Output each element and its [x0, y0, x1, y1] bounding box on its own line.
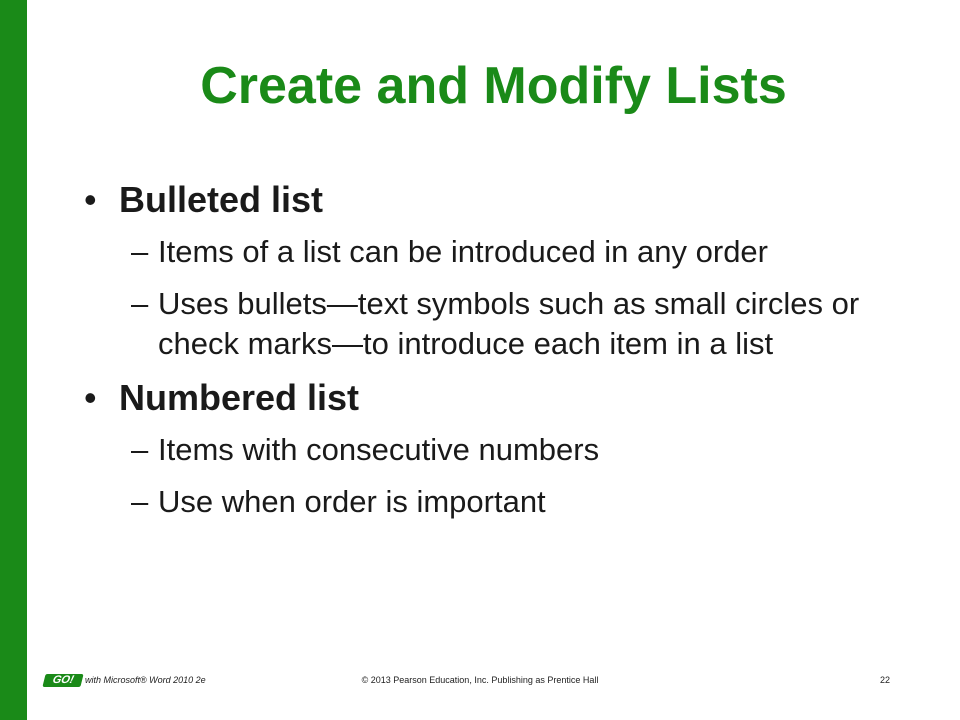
- dash-marker: –: [131, 432, 149, 467]
- list-item: [84, 284, 874, 364]
- bulleted-list-subitems: [84, 232, 874, 364]
- numbered-list-subitems: [84, 430, 874, 522]
- dash-marker: –: [131, 234, 149, 269]
- bullet-marker: •: [84, 377, 97, 418]
- list-item: [84, 430, 874, 470]
- slide-footer: [0, 672, 960, 692]
- bullet-numbered-list: [84, 376, 874, 420]
- bullet-label: Numbered list: [119, 377, 360, 418]
- list-item-text: Uses bullets—text symbols such as small circles or check marks—to introduce each item in a list: [158, 286, 860, 361]
- bullet-marker: •: [84, 179, 97, 220]
- list-item: [84, 482, 874, 522]
- footer-copyright: © 2013 Pearson Education, Inc. Publishing as Prentice Hall: [361, 675, 599, 685]
- list-item-text: Items of a list can be introduced in any order: [158, 234, 768, 269]
- page-number: 22: [879, 675, 890, 685]
- go-logo: GO!: [42, 674, 83, 687]
- dash-marker: –: [131, 286, 149, 321]
- footer-brand: with Microsoft® Word 2010 2e: [85, 675, 206, 685]
- list-item-text: Items with consecutive numbers: [158, 432, 600, 467]
- bullet-bulleted-list: [84, 178, 874, 222]
- list-item-text: Use when order is important: [158, 484, 546, 519]
- left-accent-bar: [0, 0, 27, 720]
- slide-title: Create and Modify Lists: [200, 57, 787, 115]
- bullet-label: Bulleted list: [119, 179, 324, 220]
- list-item: [84, 232, 874, 272]
- slide-content: [84, 178, 874, 534]
- dash-marker: –: [131, 484, 149, 519]
